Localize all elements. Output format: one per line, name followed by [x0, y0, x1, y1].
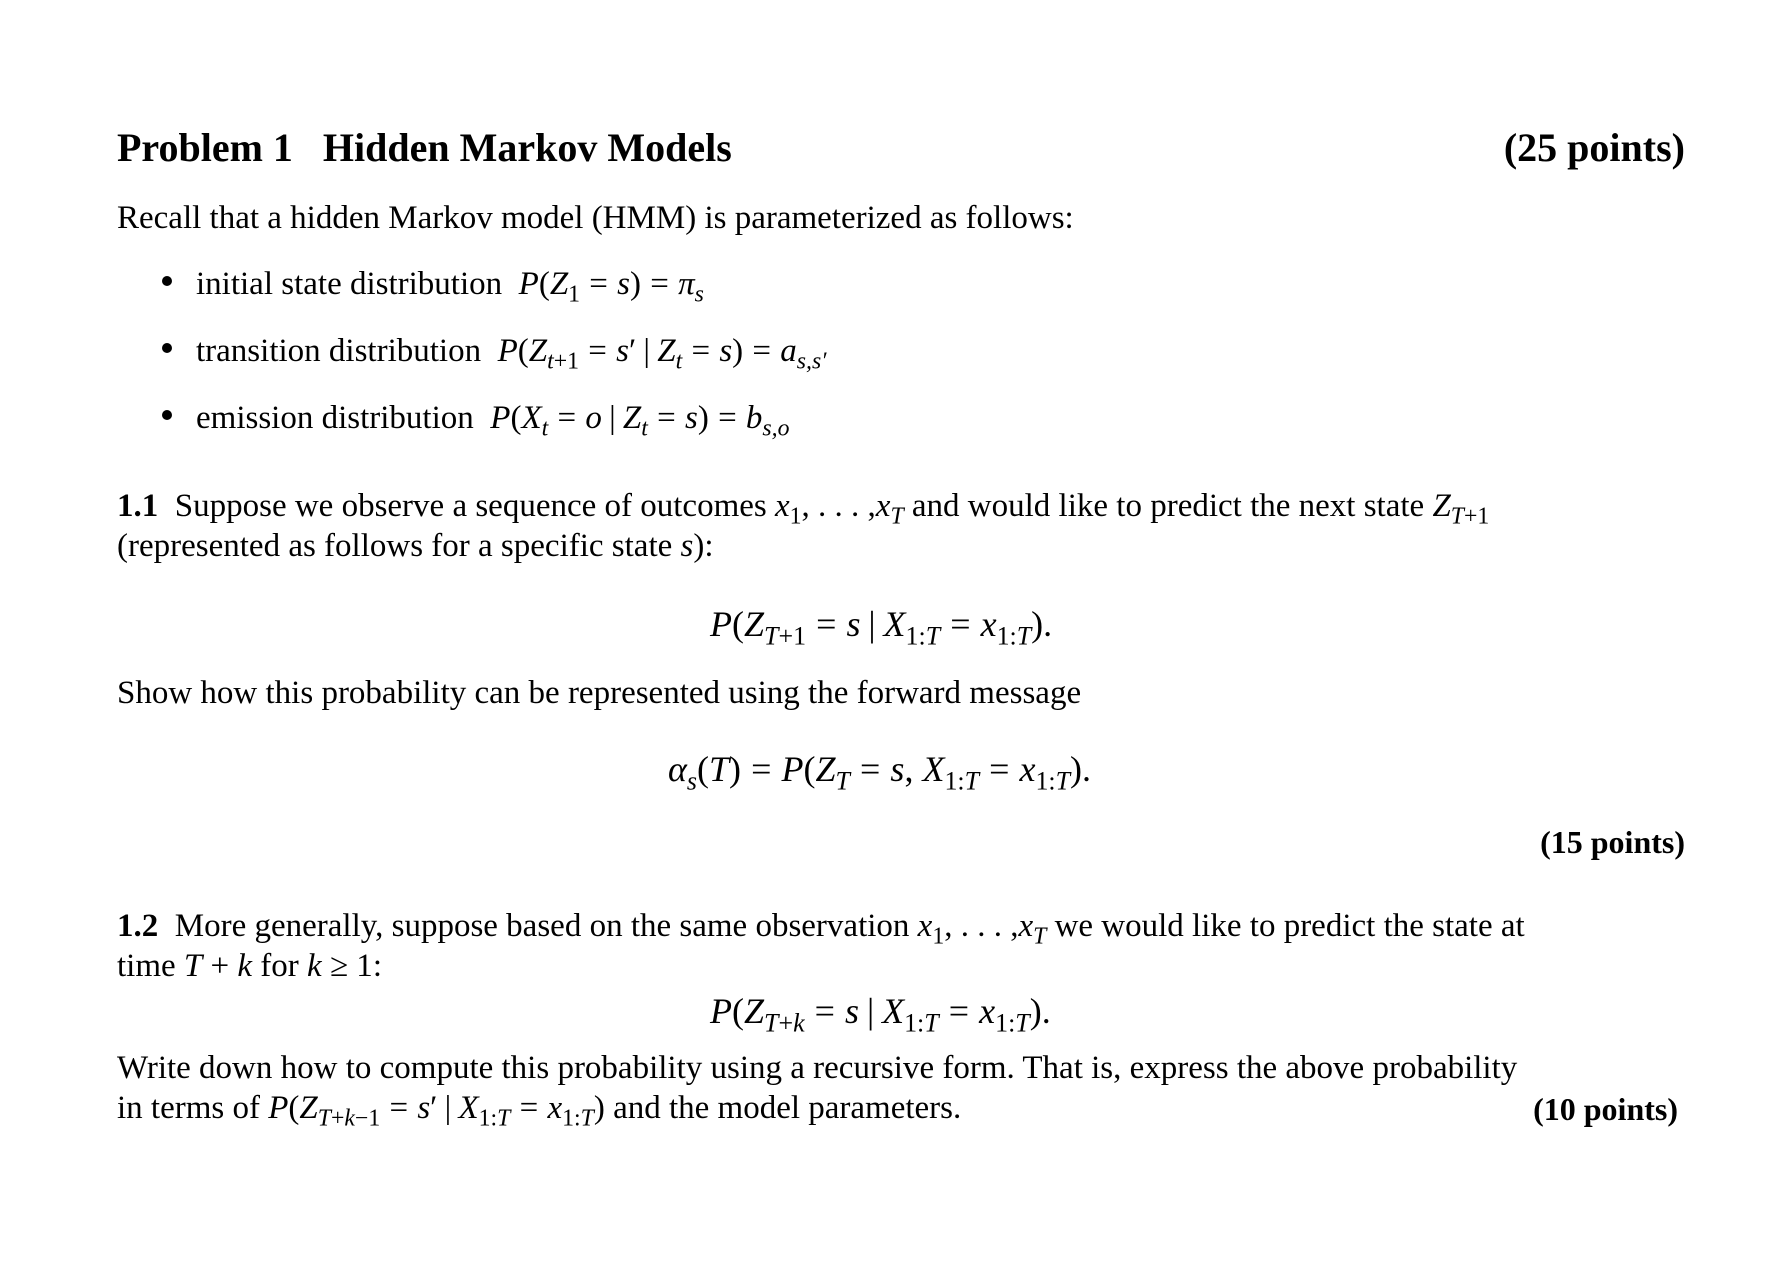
q1-2-points: (10 points) [1533, 1091, 1678, 1127]
problem-heading [117, 124, 732, 171]
q1-1-line1: 1.1 Suppose we observe a sequence of outcomes $x_1$, . . . $,x_T$ and would like to predict the next state $Z_{T+1}$ [117, 488, 1490, 530]
q1-1-show-text: Show how this probability can be represented using the forward message [117, 675, 1082, 711]
list-item: transition distribution $P(Z_{t+1} = s'$ | $Z_t = s) = a_{s,s'}$ [162, 333, 826, 370]
q1-2-line2: time T + k for k ≥ 1: [117, 948, 382, 984]
list-item: emission distribution $P(X_t = o$ | $Z_t = s) = b_{s,o}$ [162, 400, 789, 437]
list-item: initial state distribution $P(Z_1 = s) = \pi_s$ [162, 266, 704, 303]
problem-label: Problem 1 [117, 125, 293, 170]
q1-2-number: 1.2 [117, 908, 159, 944]
q1-2-line1: 1.2 More generally, suppose based on the same observation $x_1$, . . . $,x_T$ we would like to predict the state at [117, 908, 1525, 950]
equation-forward-message: $\alpha_s(T) = P(Z_T = s$, $X_{1:T} = x_{1:T}$). [668, 749, 1092, 796]
problem-points: (25 points) [1503, 125, 1685, 170]
q1-1-points: (15 points) [1540, 824, 1685, 860]
equation-k-step: $P(Z_{T+k} = s$ | $X_{1:T} = x_{1:T}$). [710, 991, 1051, 1038]
bullet-icon [162, 410, 172, 420]
q1-1-number: 1.1 [117, 488, 159, 524]
q1-1-line2: (represented as follows for a specific state s): [117, 528, 714, 564]
bullet-icon [162, 276, 172, 286]
problem-title: Hidden Markov Models [322, 125, 732, 170]
q1-2-terms-line: in terms of $P(Z_{T+k-1} = s'$ | $X_{1:T} = x_{1:T}$) and the model parameters. [117, 1090, 962, 1132]
bullet-icon [162, 343, 172, 353]
intro-text: Recall that a hidden Markov model (HMM) is parameterized as follows: [117, 200, 1074, 236]
equation-next-state: $P(Z_{T+1} = s$ | $X_{1:T} = x_{1:T}$). [710, 604, 1053, 651]
q1-2-write-text: Write down how to compute this probability using a recursive form. That is, express the above probability [117, 1050, 1518, 1086]
